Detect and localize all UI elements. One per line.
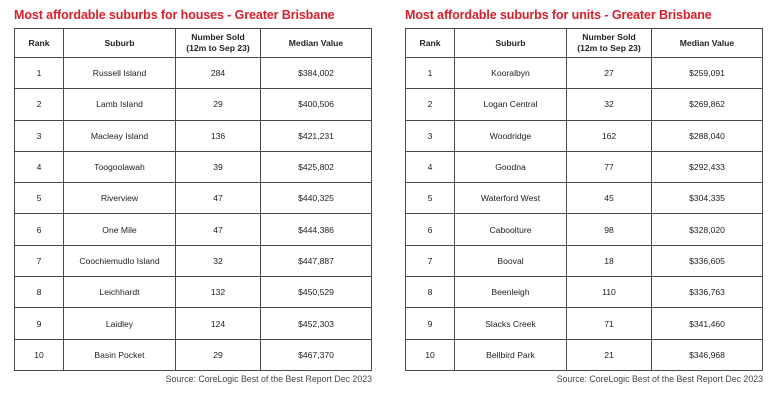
suburb-cell: One Mile	[64, 214, 176, 245]
median-value-cell: $328,020	[652, 214, 763, 245]
table-row	[15, 245, 372, 276]
median-value-header: Median Value	[652, 29, 763, 58]
suburb-cell: Laidley	[64, 308, 176, 339]
suburb-cell: Kooralbyn	[455, 58, 567, 89]
median-value-cell: $336,763	[652, 277, 763, 308]
rank-cell: 2	[15, 89, 64, 120]
table-row	[406, 214, 763, 245]
median-value-cell: $341,460	[652, 308, 763, 339]
number-sold-cell: 27	[567, 58, 652, 89]
rank-cell: 6	[15, 214, 64, 245]
median-value-cell: $447,887	[261, 245, 372, 276]
table-row	[406, 308, 763, 339]
suburb-cell: Coochiemudlo Island	[64, 245, 176, 276]
table-row	[15, 183, 372, 214]
number-sold-cell: 71	[567, 308, 652, 339]
rank-cell: 3	[406, 120, 455, 151]
median-value-cell: $421,231	[261, 120, 372, 151]
houses-table-body	[15, 58, 372, 371]
table-row	[406, 58, 763, 89]
rank-cell: 3	[15, 120, 64, 151]
suburb-cell: Russell Island	[64, 58, 176, 89]
number-sold-header-line1: Number Sold	[191, 32, 245, 42]
table-row	[15, 308, 372, 339]
median-value-cell: $269,862	[652, 89, 763, 120]
number-sold-cell: 136	[176, 120, 261, 151]
rank-cell: 1	[406, 58, 455, 89]
rank-header: Rank	[15, 29, 64, 58]
median-value-cell: $288,040	[652, 120, 763, 151]
table-row	[406, 120, 763, 151]
median-value-cell: $346,968	[652, 339, 763, 370]
suburb-cell: Goodna	[455, 151, 567, 182]
rank-cell: 7	[406, 245, 455, 276]
houses-table	[14, 28, 372, 371]
rank-cell: 10	[15, 339, 64, 370]
suburb-cell: Leichhardt	[64, 277, 176, 308]
number-sold-cell: 29	[176, 89, 261, 120]
rank-cell: 8	[406, 277, 455, 308]
rank-cell: 6	[406, 214, 455, 245]
suburb-header: Suburb	[64, 29, 176, 58]
houses-panel	[14, 6, 372, 384]
suburb-cell: Waterford West	[455, 183, 567, 214]
suburb-cell: Macleay Island	[64, 120, 176, 151]
median-value-cell: $425,802	[261, 151, 372, 182]
number-sold-cell: 45	[567, 183, 652, 214]
number-sold-header	[176, 29, 261, 58]
units-table-body	[406, 58, 763, 371]
number-sold-cell: 47	[176, 183, 261, 214]
suburb-header: Suburb	[455, 29, 567, 58]
rank-cell: 10	[406, 339, 455, 370]
suburb-cell: Bellbird Park	[455, 339, 567, 370]
median-value-cell: $400,506	[261, 89, 372, 120]
suburb-cell: Slacks Creek	[455, 308, 567, 339]
table-row	[406, 245, 763, 276]
rank-cell: 5	[406, 183, 455, 214]
median-value-cell: $452,303	[261, 308, 372, 339]
suburb-cell: Beenleigh	[455, 277, 567, 308]
median-value-cell: $440,325	[261, 183, 372, 214]
table-row	[15, 214, 372, 245]
suburb-cell: Basin Pocket	[64, 339, 176, 370]
number-sold-cell: 162	[567, 120, 652, 151]
houses-source-note: Source: CoreLogic Best of the Best Report Dec 2023	[165, 373, 372, 384]
table-row	[406, 151, 763, 182]
median-value-cell: $444,386	[261, 214, 372, 245]
number-sold-cell: 29	[176, 339, 261, 370]
median-value-header: Median Value	[261, 29, 372, 58]
suburb-cell: Riverview	[64, 183, 176, 214]
suburb-cell: Logan Central	[455, 89, 567, 120]
number-sold-cell: 124	[176, 308, 261, 339]
median-value-cell: $292,433	[652, 151, 763, 182]
units-table	[405, 28, 763, 371]
table-row	[15, 151, 372, 182]
units-panel	[405, 6, 763, 384]
houses-header-row	[15, 29, 372, 58]
median-value-cell: $336,605	[652, 245, 763, 276]
units-source-note: Source: CoreLogic Best of the Best Report Dec 2023	[556, 373, 763, 384]
table-row	[15, 120, 372, 151]
suburb-cell: Caboolture	[455, 214, 567, 245]
table-row	[406, 339, 763, 370]
rank-cell: 8	[15, 277, 64, 308]
number-sold-cell: 21	[567, 339, 652, 370]
number-sold-header-line2: (12m to Sep 23)	[186, 43, 250, 53]
rank-header: Rank	[406, 29, 455, 58]
suburb-cell: Booval	[455, 245, 567, 276]
rank-cell: 9	[15, 308, 64, 339]
median-value-cell: $384,002	[261, 58, 372, 89]
table-row	[406, 277, 763, 308]
table-row	[15, 277, 372, 308]
number-sold-cell: 32	[176, 245, 261, 276]
number-sold-cell: 284	[176, 58, 261, 89]
rank-cell: 5	[15, 183, 64, 214]
median-value-cell: $450,529	[261, 277, 372, 308]
number-sold-cell: 110	[567, 277, 652, 308]
table-row	[15, 58, 372, 89]
number-sold-cell: 18	[567, 245, 652, 276]
rank-cell: 9	[406, 308, 455, 339]
number-sold-cell: 47	[176, 214, 261, 245]
number-sold-header	[567, 29, 652, 58]
houses-title: Most affordable suburbs for houses - Greater Brisbane	[14, 8, 335, 22]
rank-cell: 1	[15, 58, 64, 89]
rank-cell: 2	[406, 89, 455, 120]
table-row	[406, 183, 763, 214]
number-sold-cell: 32	[567, 89, 652, 120]
median-value-cell: $259,091	[652, 58, 763, 89]
number-sold-cell: 39	[176, 151, 261, 182]
number-sold-cell: 77	[567, 151, 652, 182]
units-title: Most affordable suburbs for units - Greater Brisbane	[405, 8, 712, 22]
median-value-cell: $467,370	[261, 339, 372, 370]
suburb-cell: Lamb Island	[64, 89, 176, 120]
rank-cell: 7	[15, 245, 64, 276]
units-header-row	[406, 29, 763, 58]
table-row	[15, 339, 372, 370]
table-row	[15, 89, 372, 120]
number-sold-cell: 98	[567, 214, 652, 245]
number-sold-header-line1: Number Sold	[582, 32, 636, 42]
suburb-cell: Woodridge	[455, 120, 567, 151]
number-sold-cell: 132	[176, 277, 261, 308]
rank-cell: 4	[406, 151, 455, 182]
median-value-cell: $304,335	[652, 183, 763, 214]
table-row	[406, 89, 763, 120]
number-sold-header-line2: (12m to Sep 23)	[577, 43, 641, 53]
rank-cell: 4	[15, 151, 64, 182]
suburb-cell: Toogoolawah	[64, 151, 176, 182]
